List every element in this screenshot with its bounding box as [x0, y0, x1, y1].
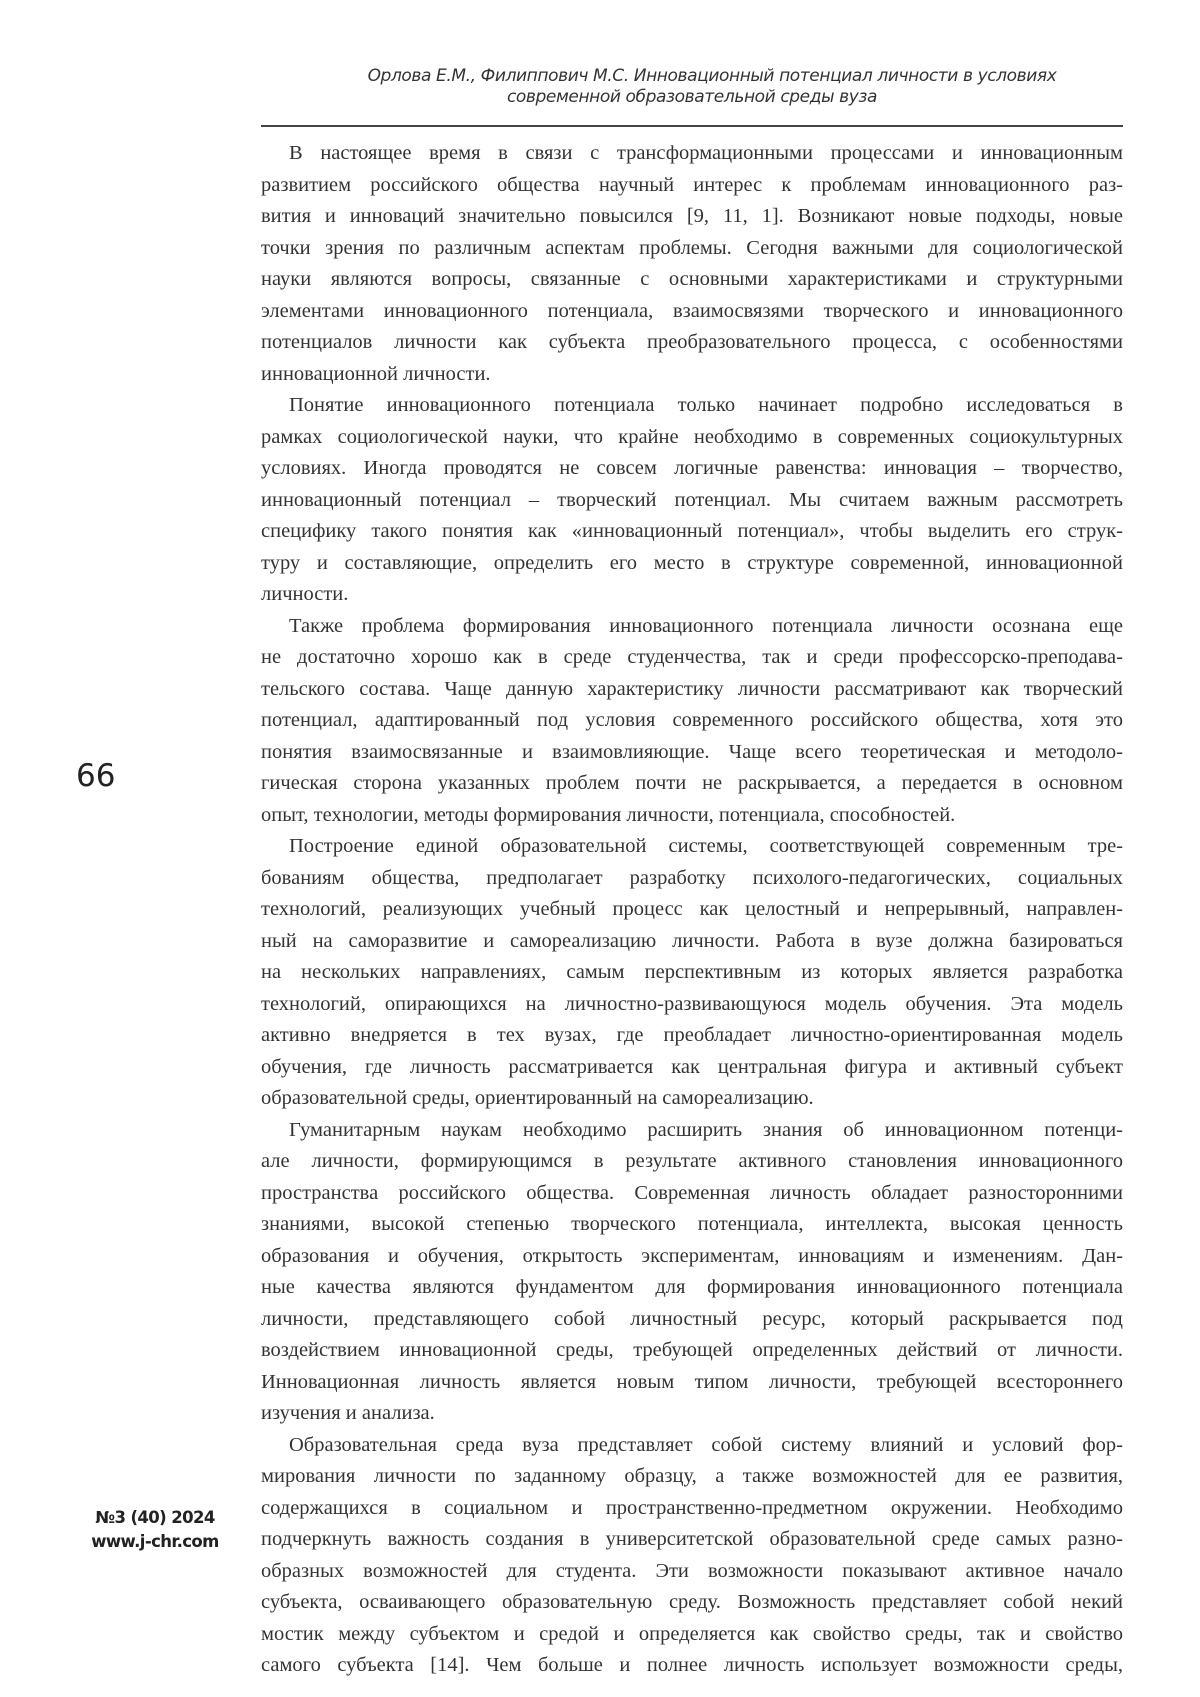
journal-website[interactable]: www.j-chr.com [70, 1530, 240, 1554]
journal-issue: №3 (40) 2024 [70, 1506, 240, 1530]
text-line: элементами инновационного потенциала, взаимосвязями творческого и инновационного [261, 296, 1123, 328]
text-line: знаниями, высокой степенью творческого потенциала, интеллекта, высокая ценность [261, 1209, 1123, 1241]
text-line: ные качества являются фундаментом для формирования инновационного потенциала [261, 1272, 1123, 1304]
article-body [261, 138, 1123, 1682]
text-line: образования и обучения, открытость экспериментам, инновациям и изменениям. Дан- [261, 1241, 1123, 1273]
text-line: потенциалов личности как субъекта преобразовательного процесса, с особенностями [261, 327, 1123, 359]
text-line: содержащихся в социальном и пространственно-предметном окружении. Необходимо [261, 1493, 1123, 1525]
text-line: Гуманитарным наукам необходимо расширить знания об инновационном потенци- [261, 1115, 1123, 1147]
text-line: субъекта, осваивающего образовательную среду. Возможность представляет собой некий [261, 1587, 1123, 1619]
running-header [261, 66, 1123, 108]
text-line: Понятие инновационного потенциала только начинает подробно исследоваться в [261, 390, 1123, 422]
text-line: условиях. Иногда проводятся не совсем логичные равенства: инновация – творчество, [261, 453, 1123, 485]
text-line: тельского состава. Чаще данную характеристику личности рассматривают как творческий [261, 674, 1123, 706]
text-line: Построение единой образовательной системы, соответствующей современным тре- [261, 831, 1123, 863]
text-line: инновационный потенциал – творческий потенциал. Мы считаем важным рассмотреть [261, 485, 1123, 517]
text-line: специфику такого понятия как «инновационный потенциал», чтобы выделить его струк- [261, 516, 1123, 548]
header-divider [261, 125, 1123, 127]
text-line: Инновационная личность является новым типом личности, требующей всестороннего [261, 1367, 1123, 1399]
journal-footer [70, 1506, 240, 1554]
text-line: подчеркнуть важность создания в университетской образовательной среде самых разно- [261, 1524, 1123, 1556]
text-line: самого субъекта [14]. Чем больше и полнее личность использует возможности среды, [261, 1650, 1123, 1682]
text-line: Образовательная среда вуза представляет собой систему влияний и условий фор- [261, 1430, 1123, 1462]
text-line: рамках социологической науки, что крайне необходимо в современных социокультурных [261, 422, 1123, 454]
text-line: ный на саморазвитие и самореализацию личности. Работа в вузе должна базироваться [261, 926, 1123, 958]
running-header-line-1: Орлова Е.М., Филиппович М.С. Инновационный потенциал личности в условиях [261, 66, 1123, 87]
text-line: активно внедряется в тех вузах, где преобладает личностно-ориентированная модель [261, 1020, 1123, 1052]
text-line: образовательной среды, ориентированный на самореализацию. [261, 1083, 1123, 1115]
paragraph [261, 138, 1123, 390]
text-line: точки зрения по различным аспектам проблемы. Сегодня важными для социологической [261, 233, 1123, 265]
text-line: туру и составляющие, определить его место в структуре современной, инновационной [261, 548, 1123, 580]
text-line: технологий, опирающихся на личностно-развивающуюся модель обучения. Эта модель [261, 989, 1123, 1021]
text-line: технологий, реализующих учебный процесс как целостный и непрерывный, направлен- [261, 894, 1123, 926]
text-line: понятия взаимосвязанные и взаимовлияющие. Чаще всего теоретическая и методоло- [261, 737, 1123, 769]
text-line: потенциал, адаптированный под условия современного российского общества, хотя это [261, 705, 1123, 737]
text-line: изучения и анализа. [261, 1398, 1123, 1430]
page-number: 66 [76, 758, 115, 794]
text-line: образных возможностей для студента. Эти возможности показывают активное начало [261, 1556, 1123, 1588]
text-line: инновационной личности. [261, 359, 1123, 391]
text-line: на нескольких направлениях, самым перспективным из которых является разработка [261, 957, 1123, 989]
text-line: Также проблема формирования инновационного потенциала личности осознана еще [261, 611, 1123, 643]
paragraph [261, 611, 1123, 832]
text-line: развитием российского общества научный интерес к проблемам инновационного раз- [261, 170, 1123, 202]
text-line: обучения, где личность рассматривается как центральная фигура и активный субъект [261, 1052, 1123, 1084]
text-line: не достаточно хорошо как в среде студенчества, так и среди профессорско-преподава- [261, 642, 1123, 674]
text-line: опыт, технологии, методы формирования личности, потенциала, способностей. [261, 800, 1123, 832]
text-line: гическая сторона указанных проблем почти не раскрывается, а передается в основном [261, 768, 1123, 800]
running-header-line-2: современной образовательной среды вуза [261, 87, 1123, 108]
paragraph [261, 1430, 1123, 1682]
text-line: воздействием инновационной среды, требующей определенных действий от личности. [261, 1335, 1123, 1367]
paragraph [261, 1115, 1123, 1430]
text-line: але личности, формирующимся в результате активного становления инновационного [261, 1146, 1123, 1178]
paragraph [261, 390, 1123, 611]
text-line: личности. [261, 579, 1123, 611]
text-line: мостик между субъектом и средой и определяется как свойство среды, так и свойство [261, 1619, 1123, 1651]
text-line: личности, представляющего собой личностный ресурс, который раскрывается под [261, 1304, 1123, 1336]
text-line: мирования личности по заданному образцу, а также возможностей для ее развития, [261, 1461, 1123, 1493]
text-line: пространства российского общества. Современная личность обладает разносторонними [261, 1178, 1123, 1210]
paragraph [261, 831, 1123, 1115]
text-line: бованиям общества, предполагает разработку психолого-педагогических, социальных [261, 863, 1123, 895]
text-line: вития и инноваций значительно повысился [9, 11, 1]. Возникают новые подходы, новые [261, 201, 1123, 233]
text-line: науки являются вопросы, связанные с основными характеристиками и структурными [261, 264, 1123, 296]
text-line: В настоящее время в связи с трансформационными процессами и инновационным [261, 138, 1123, 170]
